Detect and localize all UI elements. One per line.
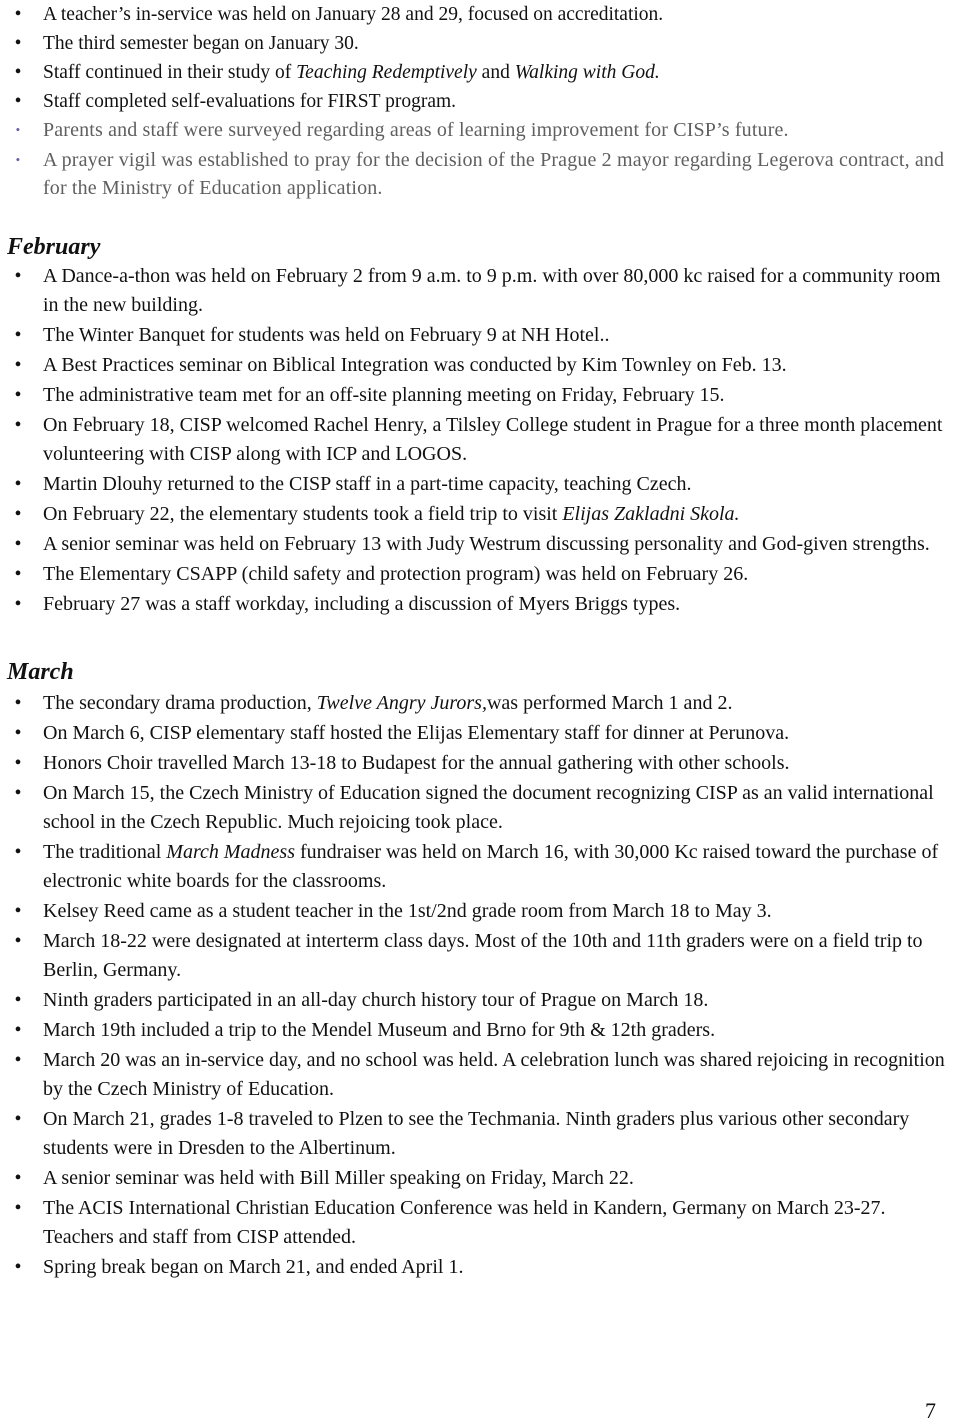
bullet-icon: • xyxy=(14,1197,22,1219)
text-segment: The secondary drama production, xyxy=(43,692,317,714)
january-bullet-list xyxy=(0,0,960,202)
text-segment: Spring break began on March 21, and ended April 1. xyxy=(43,1256,464,1278)
bullet-icon: • xyxy=(14,4,22,25)
item-text xyxy=(43,470,956,499)
list-item xyxy=(0,838,960,896)
bullet-icon: • xyxy=(14,782,22,804)
text-segment: Staff completed self-evaluations for FIRST program. xyxy=(43,91,457,112)
item-text xyxy=(43,897,956,926)
item-text xyxy=(43,779,956,837)
list-item xyxy=(0,1046,960,1104)
item-text xyxy=(43,1194,956,1252)
list-item xyxy=(0,470,960,499)
list-item xyxy=(0,58,960,87)
item-text xyxy=(43,1016,956,1045)
list-item xyxy=(0,1105,960,1163)
list-item xyxy=(0,689,960,718)
bullet-icon: • xyxy=(14,1108,22,1130)
item-text xyxy=(43,1046,956,1104)
bullet-icon: • xyxy=(14,900,22,922)
text-segment: fundraiser was held on March 16, with 30,000 Kc raised toward the purchase of electronic white boards for the classrooms. xyxy=(43,841,939,892)
text-segment: March 20 was an in-service day, and no school was held. A celebration lunch was shared rejoicing in recognition by the Czech Ministry of Education. xyxy=(43,1049,945,1100)
text-segment: Honors Choir travelled March 13-18 to Budapest for the annual gathering with other schools. xyxy=(43,752,790,774)
bullet-icon: • xyxy=(14,91,22,112)
item-text xyxy=(43,351,956,380)
section-heading-march: March xyxy=(7,659,74,685)
list-item xyxy=(0,411,960,469)
item-text xyxy=(43,749,956,778)
item-text xyxy=(43,321,956,350)
item-text xyxy=(43,116,956,144)
bullet-icon: • xyxy=(14,593,22,615)
text-segment: The ACIS International Christian Education Conference was held in Kandern, Germany on March 23-27. Teachers and staff from CISP attended. xyxy=(43,1197,886,1248)
item-text xyxy=(43,590,956,619)
item-text xyxy=(43,560,956,589)
list-item xyxy=(0,1164,960,1193)
text-segment: A senior seminar was held with Bill Miller speaking on Friday, March 22. xyxy=(43,1167,634,1189)
text-segment: was performed March 1 and 2. xyxy=(486,692,733,714)
bullet-icon: • xyxy=(14,1167,22,1189)
item-text xyxy=(43,986,956,1015)
list-item xyxy=(0,560,960,589)
list-item xyxy=(0,530,960,559)
bullet-icon: • xyxy=(14,841,22,863)
list-item xyxy=(0,116,960,144)
item-text xyxy=(43,58,956,87)
item-text xyxy=(43,29,956,58)
bullet-icon: • xyxy=(14,1256,22,1278)
text-segment: The administrative team met for an off-site planning meeting on Friday, February 15. xyxy=(43,384,725,406)
march-bullet-list xyxy=(0,689,960,1283)
bullet-icon: • xyxy=(14,722,22,744)
list-item xyxy=(0,1194,960,1252)
list-item xyxy=(0,749,960,778)
list-item xyxy=(0,927,960,985)
text-segment: On February 22, the elementary students took a field trip to visit xyxy=(43,503,563,525)
list-item xyxy=(0,719,960,748)
text-segment: On February 18, CISP welcomed Rachel Henry, a Tilsley College student in Prague for a three month placement volunteering with CISP along with ICP and LOGOS. xyxy=(43,414,943,465)
item-text xyxy=(43,1105,956,1163)
bullet-icon: • xyxy=(14,563,22,585)
text-segment: March 18-22 were designated at interterm class days. Most of the 10th and 11th graders were on a field trip to Berlin, Germany. xyxy=(43,930,923,981)
text-segment: Staff continued in their study of xyxy=(43,62,297,83)
item-text xyxy=(43,689,956,718)
text-segment: A senior seminar was held on February 13 with Judy Westrum discussing personality and God-given strengths. xyxy=(43,533,930,555)
text-segment: A prayer vigil was established to pray for the decision of the Prague 2 mayor regarding Legerova contract, and for the Ministry of Education application. xyxy=(43,149,945,199)
text-segment: February 27 was a staff workday, including a discussion of Myers Briggs types. xyxy=(43,593,681,615)
bullet-icon: • xyxy=(14,1049,22,1071)
item-text xyxy=(43,262,956,320)
bullet-icon: • xyxy=(14,62,22,83)
list-item xyxy=(0,779,960,837)
text-segment: On March 21, grades 1-8 traveled to Plzen to see the Techmania. Ninth graders plus various other secondary students were in Dresden to the Albertinum. xyxy=(43,1108,910,1159)
bullet-icon: • xyxy=(14,473,22,495)
text-segment: Ninth graders participated in an all-day church history tour of Prague on March 18. xyxy=(43,989,709,1011)
item-text xyxy=(43,381,956,410)
text-segment: A Dance-a-thon was held on February 2 from 9 a.m. to 9 p.m. with over 80,000 kc raised for a community room in the new building. xyxy=(43,265,941,316)
item-text xyxy=(43,1164,956,1193)
bullet-icon: • xyxy=(14,503,22,525)
production-title: Twelve Angry Jurors, xyxy=(316,692,487,714)
list-item xyxy=(0,146,960,202)
item-text xyxy=(43,0,956,29)
list-item xyxy=(0,351,960,380)
list-item xyxy=(0,262,960,320)
bullet-icon: • xyxy=(14,414,22,436)
list-item xyxy=(0,29,960,58)
school-name: Elijas Zakladni Skola. xyxy=(562,503,740,525)
bullet-icon: • xyxy=(14,930,22,952)
list-item xyxy=(0,321,960,350)
text-segment: On March 15, the Czech Ministry of Education signed the document recognizing CISP as an valid international school in the Czech Republic. Much rejoicing took place. xyxy=(43,782,934,833)
purple-bullet-icon: • xyxy=(15,152,21,167)
bullet-icon: • xyxy=(14,989,22,1011)
list-item xyxy=(0,986,960,1015)
text-segment: and xyxy=(476,62,515,83)
text-segment: On March 6, CISP elementary staff hosted the Elijas Elementary staff for dinner at Perunova. xyxy=(43,722,790,744)
text-segment: A Best Practices seminar on Biblical Integration was conducted by Kim Townley on Feb. 13. xyxy=(43,354,787,376)
item-text xyxy=(43,146,956,202)
february-bullet-list xyxy=(0,262,960,620)
book-title: Teaching Redemptively xyxy=(296,62,477,83)
text-segment: The Winter Banquet for students was held on February 9 at NH Hotel.. xyxy=(43,324,610,346)
text-segment: The traditional xyxy=(43,841,167,863)
event-name: March Madness xyxy=(166,841,295,863)
text-segment: Kelsey Reed came as a student teacher in the 1st/2nd grade room from March 18 to May 3. xyxy=(43,900,772,922)
list-item xyxy=(0,1253,960,1282)
list-item xyxy=(0,897,960,926)
list-item xyxy=(0,500,960,529)
bullet-icon: • xyxy=(14,384,22,406)
list-item xyxy=(0,87,960,116)
item-text xyxy=(43,927,956,985)
bullet-icon: • xyxy=(14,33,22,54)
bullet-icon: • xyxy=(14,324,22,346)
item-text xyxy=(43,87,956,116)
list-item xyxy=(0,0,960,29)
text-segment: The Elementary CSAPP (child safety and protection program) was held on February 26. xyxy=(43,563,749,585)
item-text xyxy=(43,530,956,559)
list-item xyxy=(0,590,960,619)
item-text xyxy=(43,500,956,529)
list-item xyxy=(0,381,960,410)
item-text xyxy=(43,1253,956,1282)
bullet-icon: • xyxy=(14,265,22,287)
item-text xyxy=(43,411,956,469)
bullet-icon: • xyxy=(14,533,22,555)
purple-bullet-icon: • xyxy=(15,122,21,137)
bullet-icon: • xyxy=(14,1019,22,1041)
page-number: 7 xyxy=(925,1398,936,1423)
text-segment: Martin Dlouhy returned to the CISP staff in a part-time capacity, teaching Czech. xyxy=(43,473,692,495)
text-segment: The third semester began on January 30. xyxy=(43,33,359,54)
section-heading-february: February xyxy=(7,234,101,260)
text-segment: March 19th included a trip to the Mendel Museum and Brno for 9th & 12th graders. xyxy=(43,1019,716,1041)
bullet-icon: • xyxy=(14,354,22,376)
book-title: Walking with God. xyxy=(514,62,660,83)
bullet-icon: • xyxy=(14,692,22,714)
item-text xyxy=(43,719,956,748)
list-item xyxy=(0,1016,960,1045)
text-segment: Parents and staff were surveyed regarding areas of learning improvement for CISP’s future. xyxy=(43,119,789,141)
bullet-icon: • xyxy=(14,752,22,774)
text-segment: A teacher’s in-service was held on January 28 and 29, focused on accreditation. xyxy=(43,4,664,25)
item-text xyxy=(43,838,956,896)
